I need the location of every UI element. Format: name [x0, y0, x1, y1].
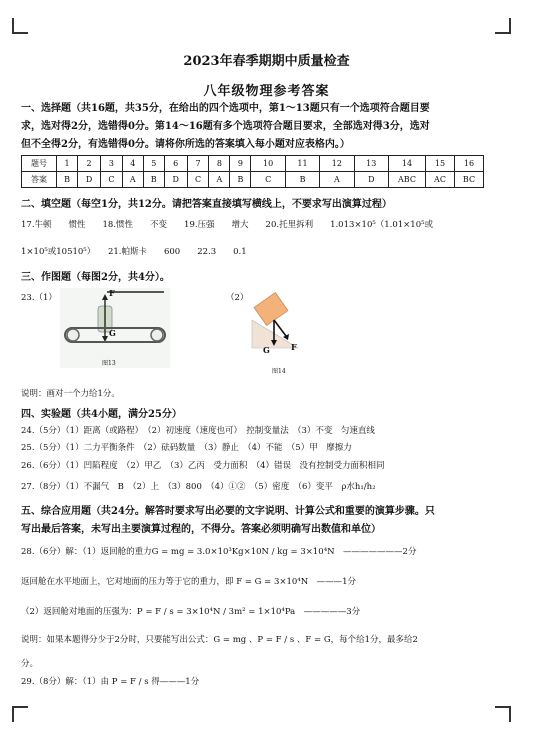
answer-q28-note: 说明：如果本题得分少于2分时，只要能写出公式：G = mg 、P = F / s 、F = G，每个给1分，最多给2	[21, 635, 418, 645]
question-number: 14	[389, 156, 426, 172]
section-1-instructions	[21, 100, 516, 154]
corner-mark-top-right	[495, 18, 511, 34]
question-number: 15	[426, 156, 455, 172]
document-subtitle: 八年级物理参考答案	[203, 84, 330, 99]
answer-q28-note-end: 分。	[21, 659, 39, 669]
answer-cell: D	[354, 172, 388, 188]
section-5-line2: 写出最后答案，未写出主要演算过程的，不得分。答案必须明确写出数值和单位）	[21, 524, 381, 535]
question-number: 13	[354, 156, 388, 172]
question-number: 9	[230, 156, 251, 172]
row-label-number: 题号	[22, 156, 57, 172]
section-3-heading: 三、作图题（每图2分，共4分）。	[21, 272, 170, 283]
answer-cell: A	[209, 172, 230, 188]
answer-q28-part2: （2）返回舱对地面的压强为：P = F / s = 3×10⁴N / 3m² = 1×10⁴Pa —————3分	[21, 607, 361, 617]
question-number: 4	[122, 156, 143, 172]
section-2-heading: 二、填空题（每空1分，共12分。请把答案直接填写横线上，不要求写出演算过程）	[21, 199, 392, 210]
gravity-label-g: G	[109, 328, 116, 338]
answer-table-answer-row	[22, 172, 484, 188]
answer-table	[21, 155, 484, 188]
corner-mark-bottom-right	[495, 706, 511, 722]
answer-cell: AC	[426, 172, 455, 188]
question-number: 7	[187, 156, 209, 172]
question-number: 8	[209, 156, 230, 172]
section-5-heading: 五、综合应用题（共24分。解答时要求写出必要的文字说明、计算公式和重要的演算步骤。只	[21, 506, 435, 517]
question-number: 1	[57, 156, 78, 172]
section-2-answers-line1: 17.牛顿 惯性 18.惯性 不变 19.压强 增大 20.托里拆利 1.013×10⁵（1.01×10⁵或	[21, 220, 434, 230]
answer-cell: C	[251, 172, 285, 188]
section-5-instructions	[21, 503, 516, 539]
question-number: 10	[251, 156, 285, 172]
figure-13-conveyor	[60, 288, 170, 368]
question-number: 5	[143, 156, 164, 172]
section-4-heading: 四、实验题（共4小题，满分25分）	[21, 409, 182, 420]
answer-q25: 25.（5分）（1）二力平衡条件 （2）砝码数量 （3）静止 （4）不能 （5）甲 摩擦力	[21, 443, 352, 453]
answer-cell: B	[143, 172, 164, 188]
figure-14-incline	[250, 290, 315, 380]
figure-14-caption: 图14	[272, 368, 286, 375]
section-3-note: 说明：画对一个力给1分。	[21, 389, 120, 399]
force-label-f: F	[109, 288, 115, 298]
corner-mark-bottom-left	[12, 706, 28, 722]
question-number: 6	[164, 156, 187, 172]
q23-part1-label: 23.（1）	[21, 293, 57, 303]
answer-cell: C	[100, 172, 122, 188]
section-1-line2: 求，选对得2分，选错得0分。第14～16题有多个选项符合题目要求，全部选对得3分，选对	[21, 121, 430, 132]
question-number: 12	[320, 156, 354, 172]
gravity-label-g: G	[263, 345, 270, 355]
answer-cell: ABC	[389, 172, 426, 188]
answer-cell: D	[164, 172, 187, 188]
section-1-line3: 但不全得2分，有选错得0分。请将你所选的答案填入每小题对应表格内。）	[21, 139, 350, 150]
question-number: 11	[285, 156, 319, 172]
corner-mark-top-left	[12, 18, 28, 34]
answer-cell: B	[230, 172, 251, 188]
answer-q27: 27.（8分）（1）不漏气 B （2）上 （3）800 （4）①② （5）密度 （6）变平 ρ水h₁/h₂	[21, 482, 376, 492]
answer-cell: C	[187, 172, 209, 188]
answer-q24: 24.（5分）（1）距离（或路程） （2）初速度（速度也可） 控制变量法 （3）不变 匀速直线	[21, 426, 375, 436]
answer-q28-pressure-force: 返回舱在水平地面上，它对地面的压力等于它的重力，即 F = G = 3×10⁴N ———1分	[21, 577, 357, 587]
section-2-answers-line2: 1×10⁵或10510⁵） 21.帕斯卡 600 22.3 0.1	[21, 247, 247, 257]
section-1-heading: 一、选择题（共16题，共35分，在给出的四个选项中，第1～13题只有一个选项符合题目要	[21, 103, 430, 114]
q23-part2-label: （2）	[226, 293, 249, 303]
force-label-f: F	[291, 342, 297, 352]
answer-cell: B	[285, 172, 319, 188]
answer-q26: 26.（6分）（1）凹陷程度 （2）甲乙 （3）乙丙 受力面积 （4）错误 没有控制受力面积相同	[21, 461, 385, 471]
answer-cell: A	[320, 172, 354, 188]
question-number: 16	[455, 156, 484, 172]
answer-q28-part1: 28.（6分）解：（1）返回舱的重力G = mg = 3.0×10³Kg×10N / kg = 3×10⁴N ———————2分	[21, 547, 417, 557]
row-label-answer: 答案	[22, 172, 57, 188]
figure-13-caption: 图13	[102, 360, 116, 367]
answer-cell: A	[122, 172, 143, 188]
answer-cell: B	[57, 172, 78, 188]
answer-cell: BC	[455, 172, 484, 188]
answer-q29: 29.（8分）解：（1）由 P = F / s 得———1分	[21, 677, 200, 687]
question-number: 2	[78, 156, 101, 172]
answer-table-number-row	[22, 156, 484, 172]
answer-cell: D	[78, 172, 101, 188]
question-number: 3	[100, 156, 122, 172]
document-title: 2023年春季期期中质量检查	[183, 54, 350, 69]
